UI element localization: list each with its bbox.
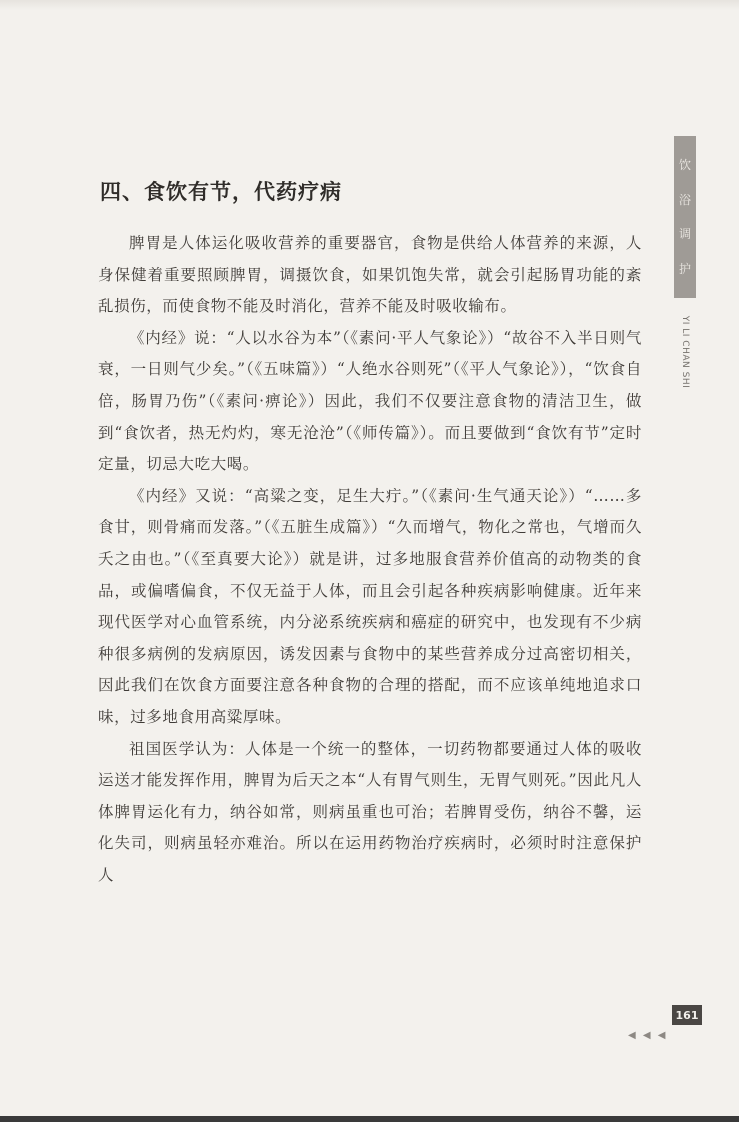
page-arrows-icon: ◀ ◀ ◀ [628, 1030, 668, 1041]
side-tab-char: 饮 [678, 158, 691, 173]
pinyin-text: YI LI CHAN SHI [680, 315, 691, 389]
side-tab-char: 调 [678, 227, 691, 242]
bottom-edge [0, 1116, 739, 1122]
side-tab-char: 护 [678, 261, 691, 276]
chapter-pinyin-label [668, 312, 702, 392]
section-heading: 四、食饮有节，代药疗病 [100, 180, 342, 204]
chapter-side-tab [674, 136, 696, 298]
body-text [98, 228, 642, 891]
page-top-shadow [0, 0, 739, 10]
paragraph: 脾胃是人体运化吸收营养的重要器官，食物是供给人体营养的来源，人身保健着重要照顾脾胃，调摄饮食，如果饥饱失常，就会引起肠胃功能的紊乱损伤，而使食物不能及时消化，营养不能及时吸收输布。 [98, 234, 642, 316]
paragraph: 《内经》说：“人以水谷为本”（《素问·平人气象论》）“故谷不入半日则气衰，一日则气少矣。”（《五味篇》）“人绝水谷则死”（《平人气象论》），“饮食自倍，肠胃乃伤”（《素问·痹论》）因此，我们不仅要注意食物的清洁卫生，做到“食饮者，热无灼灼，寒无沧沧”（《师传篇》）。而且要做到“食饮有节”定时定量，切忌大吃大喝。 [98, 328, 642, 474]
paragraph: 祖国医学认为：人体是一个统一的整体，一切药物都要通过人体的吸收运送才能发挥作用，脾胃为后天之本“人有胃气则生，无胃气则死。”因此凡人体脾胃运化有力，纳谷如常，则病虽重也可治；若脾胃受伤，纳谷不馨，运化失司，则病虽轻亦难治。所以在运用药物治疗疾病时，必须时时注意保护人 [98, 739, 642, 884]
paragraph: 《内经》又说：“高粱之变，足生大疔。”（《素问·生气通天论》）“……多食甘，则骨痛而发落。”（《五脏生成篇》）“久而增气，物化之常也，气增而久夭之由也。”（《至真要大论》）就是讲，过多地服食营养价值高的动物类的食品，或偏嗜偏食，不仅无益于人体，而且会引起各种疾病影响健康。近年来现代医学对心血管系统，内分泌系统疾病和癌症的研究中，也发现有不少病种很多病例的发病原因，诱发因素与食物中的某些营养成分过高密切相关，因此我们在饮食方面要注意各种食物的合理的搭配，而不应该单纯地追求口味，过多地食用高粱厚味。 [98, 486, 642, 726]
page-number: 161 [672, 1005, 702, 1025]
side-tab-char: 浴 [678, 192, 691, 207]
